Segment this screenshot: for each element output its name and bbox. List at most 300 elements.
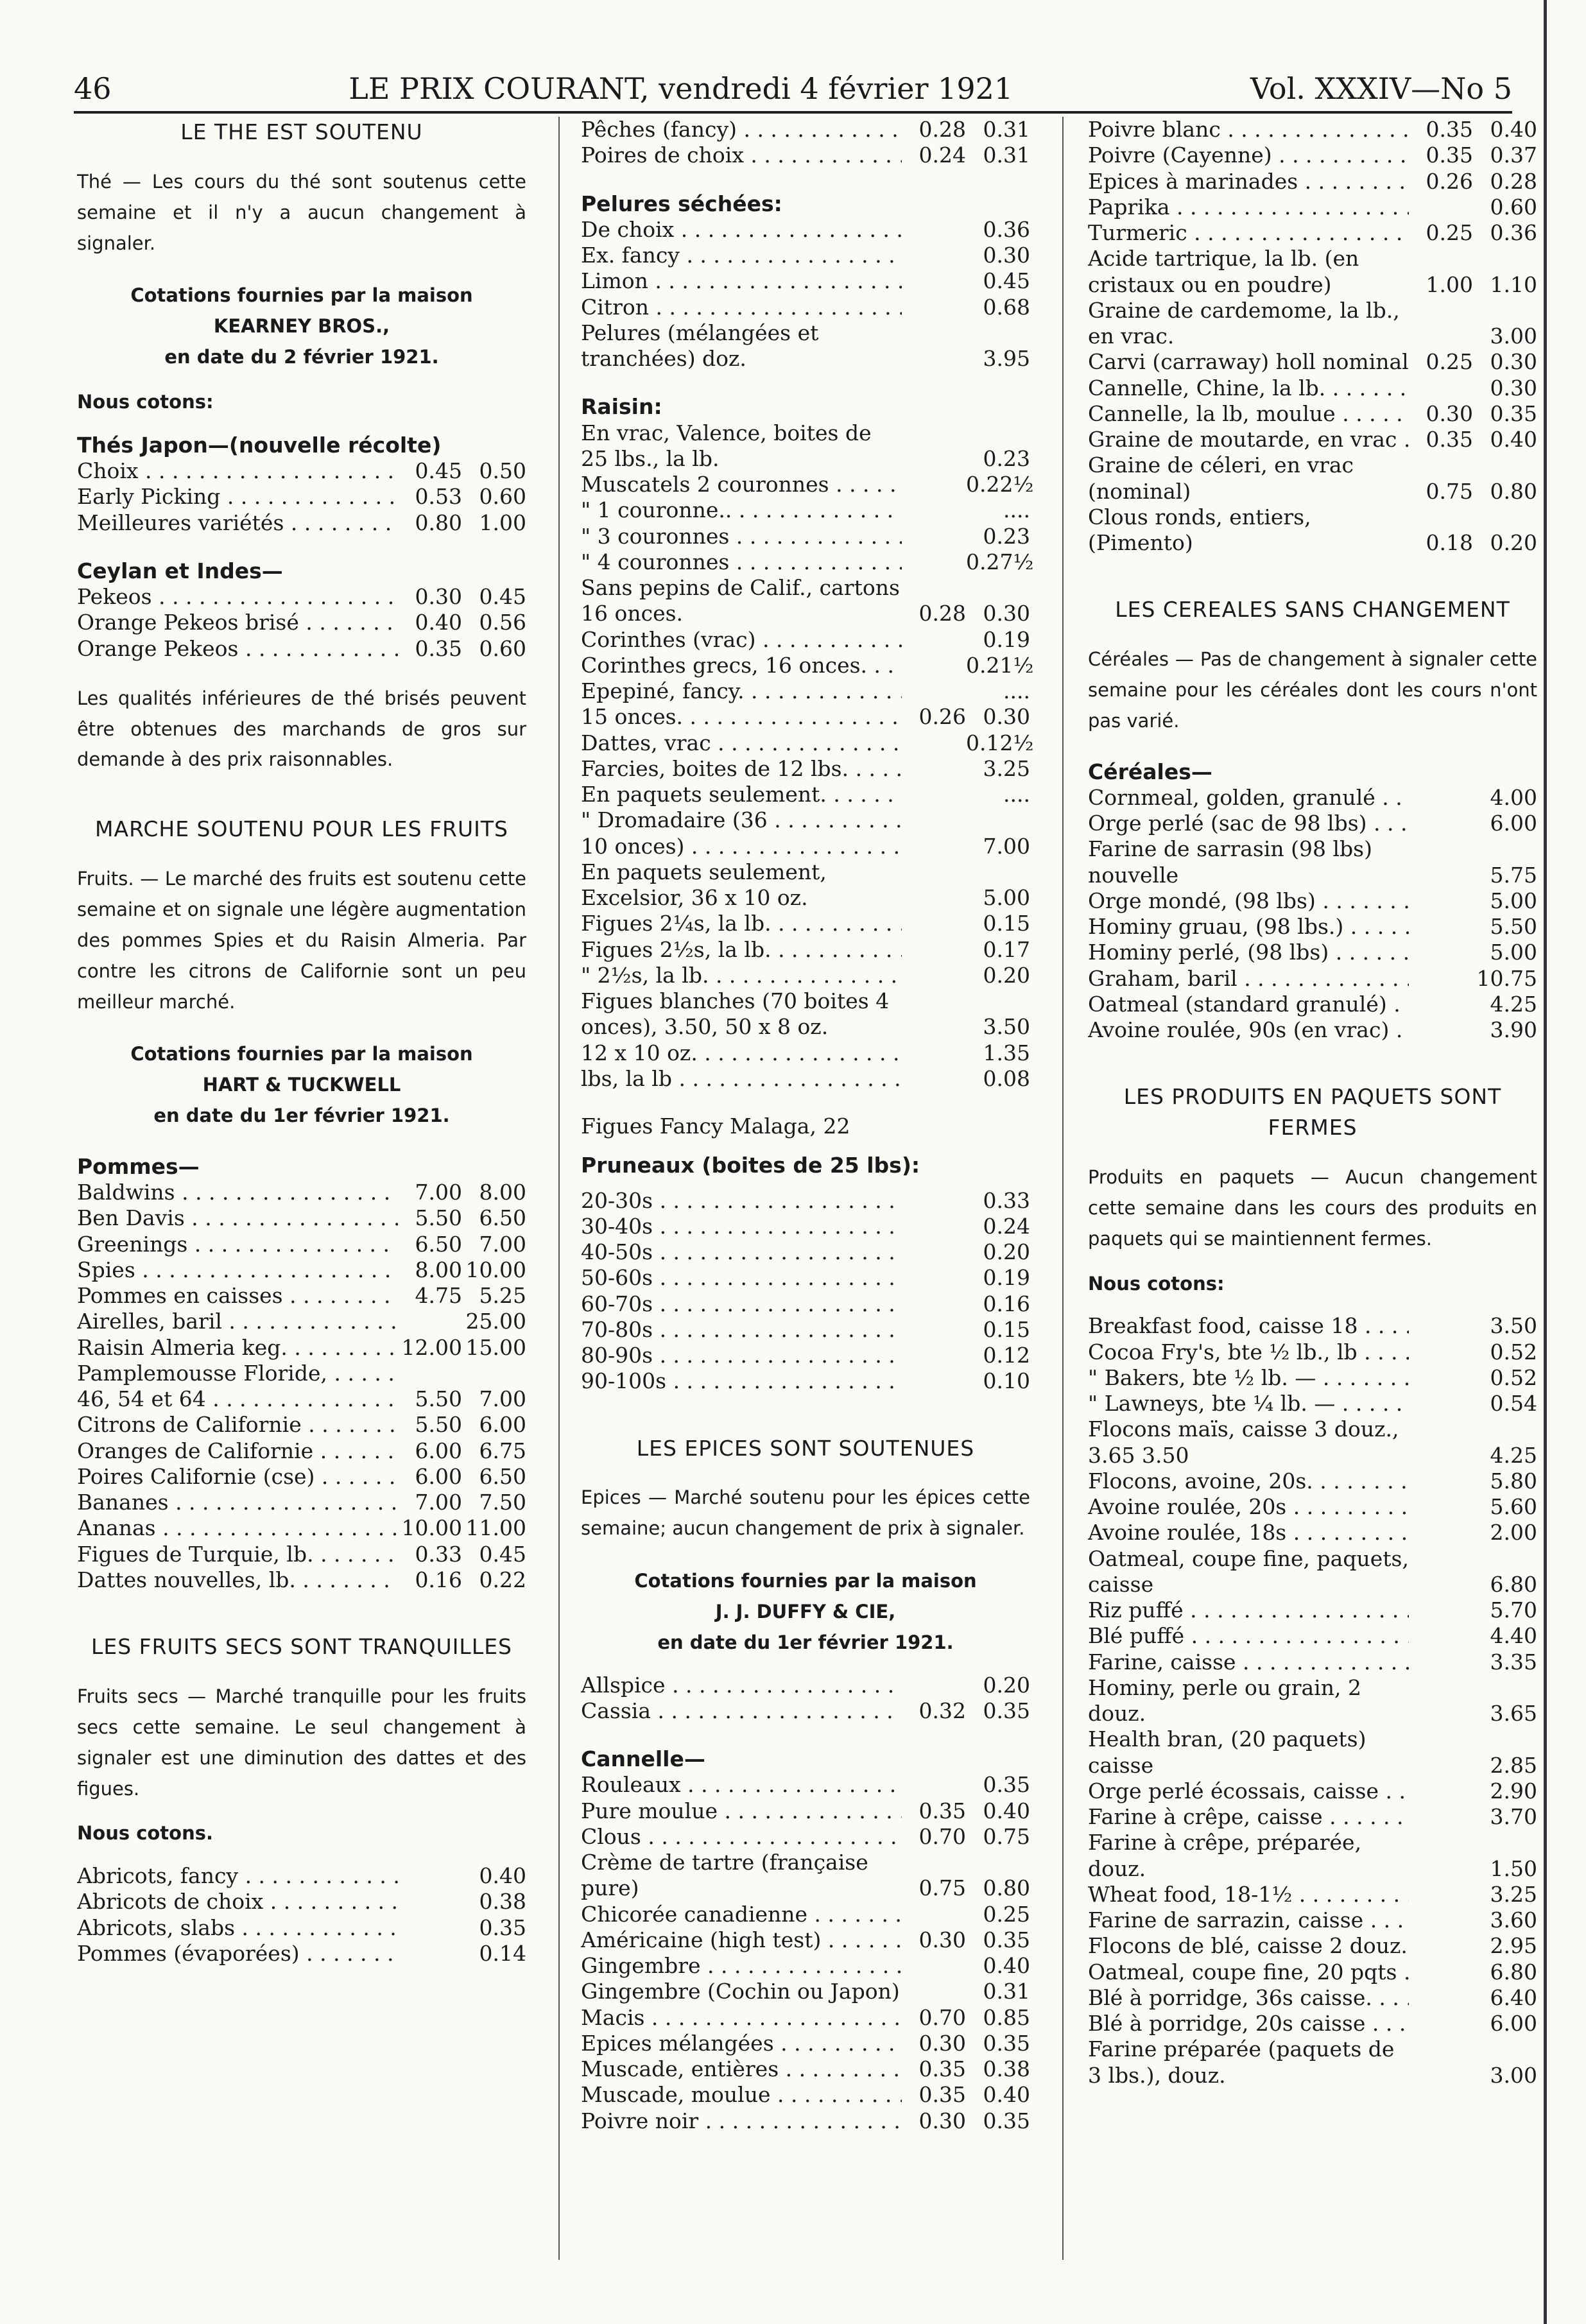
price-row-label: Figues 2¼s, la lb. . . . xyxy=(581,911,902,936)
price-row-label: 15 onces. . . . xyxy=(581,704,902,730)
price-row-high: 0.30 xyxy=(983,601,1030,626)
column-rule-1 xyxy=(558,117,560,2260)
price-row-high: 6.00 xyxy=(1490,2011,1537,2036)
price-row-high: .... xyxy=(1003,678,1030,703)
price-row-label: Blé puffé . . . xyxy=(1088,1623,1409,1649)
price-row xyxy=(77,1283,526,1309)
spices-intro: Epices — Marché soutenu pour les épices cette semaine; aucun changement de prix à signaler. xyxy=(581,1486,1030,1540)
price-row xyxy=(77,1335,526,1361)
price-row-low: 0.35 xyxy=(918,1798,966,1823)
price-row xyxy=(1088,401,1537,427)
price-row xyxy=(581,782,1030,807)
price-row-high: 0.52 xyxy=(1490,1339,1537,1364)
price-row-label: Cannelle, Chine, la lb. . . . xyxy=(1088,375,1409,401)
price-row-low: 7.00 xyxy=(415,1490,462,1515)
price-row xyxy=(581,1979,1030,2004)
price-row-high: 0.33 xyxy=(983,1187,1030,1213)
fruits-source xyxy=(77,1039,526,1132)
price-row-high: 0.37 xyxy=(1490,142,1537,168)
price-row-label: En paquets seulement. . . . xyxy=(581,782,902,807)
price-row-label: Macis . . . xyxy=(581,2005,902,2031)
price-row-label: Farine à crêpe, préparée, douz. xyxy=(1088,1830,1362,1881)
price-row-label: Muscatels 2 couronnes . . . xyxy=(581,472,902,497)
price-row xyxy=(581,1824,1030,1850)
price-row-high: 0.22 xyxy=(479,1567,526,1592)
price-row-label: Carvi (carraway) holl nominal . . . xyxy=(1088,349,1409,375)
price-row-label: Riz puffé . . . xyxy=(1088,1597,1409,1623)
price-row-high: 5.00 xyxy=(983,885,1030,910)
price-row xyxy=(77,1464,526,1490)
price-row-label: Chicorée canadienne . . . xyxy=(581,1902,902,1927)
price-row xyxy=(581,2056,1030,2082)
tea-ceylan-title: Ceylan et Indes— xyxy=(77,558,283,583)
price-row-label: Crème de tartre (française pure) xyxy=(581,1850,868,1901)
price-row-label: Graine de céleri, en vrac (nominal) xyxy=(1088,452,1354,504)
price-row-label: Avoine roulée, 18s . . . xyxy=(1088,1520,1409,1545)
price-row xyxy=(1088,1339,1537,1365)
price-row-high: 3.00 xyxy=(1490,2062,1537,2088)
malaga-line: Figues Fancy Malaga, 22 xyxy=(581,1114,850,1139)
price-row-high: 0.85 xyxy=(983,2004,1030,2030)
price-row-label: Pelures (mélangées et tranchées) doz. xyxy=(581,320,819,371)
tea-source-line-1: Cotations fournies par la maison xyxy=(130,284,473,307)
price-row xyxy=(1088,1365,1537,1391)
price-row-label: Cocoa Fry's, bte ½ lb., lb . . . xyxy=(1088,1339,1409,1365)
spices-source-line-2: J. J. DUFFY & CIE, xyxy=(715,1600,896,1622)
page-number: 46 xyxy=(74,71,112,106)
price-row-high: 7.00 xyxy=(479,1386,526,1412)
price-row-high: 3.35 xyxy=(1490,1649,1537,1674)
price-row-low: 5.50 xyxy=(415,1205,462,1231)
price-row-low: 5.50 xyxy=(415,1386,462,1412)
price-row xyxy=(1088,1546,1537,1598)
price-row-high: 0.45 xyxy=(983,268,1030,294)
price-row xyxy=(581,1040,1030,1066)
price-row-label: Oatmeal, coupe fine, 20 pqts . . . xyxy=(1088,1959,1409,1985)
tea-japan-list xyxy=(77,458,526,536)
price-row xyxy=(1088,298,1537,350)
price-row xyxy=(1088,1520,1537,1545)
price-row-label: Flocons de blé, caisse 2 douz. . . . xyxy=(1088,1933,1409,1959)
price-row xyxy=(581,420,1030,472)
price-row xyxy=(77,1386,526,1412)
price-row-label: 20-30s . . . xyxy=(581,1188,902,1214)
price-row-label: Citrons de Californie . . . xyxy=(77,1412,398,1438)
price-row-label: Hominy perlé, (98 lbs) . . . xyxy=(1088,940,1409,965)
price-row xyxy=(581,988,1030,1040)
price-row-low: 0.80 xyxy=(415,510,462,535)
price-row-high: 0.35 xyxy=(1490,400,1537,426)
price-row xyxy=(77,1309,526,1334)
price-row xyxy=(77,510,526,536)
price-row-high: 0.38 xyxy=(479,1889,526,1915)
price-row-high: 5.70 xyxy=(1490,1597,1537,1623)
price-row-high: 0.40 xyxy=(983,1953,1030,1979)
price-row xyxy=(77,636,526,662)
price-row-high: 0.60 xyxy=(479,635,526,661)
price-row-label: Ben Davis . . . xyxy=(77,1205,398,1231)
price-row-label: Early Picking . . . xyxy=(77,484,398,510)
price-row xyxy=(581,911,1030,936)
cannelle-title: Cannelle— xyxy=(581,1746,705,1772)
tea-intro: Thé — Les cours du thé sont soutenus cette semaine et il n'y a aucun changement à signaler. xyxy=(77,170,526,254)
price-row-label: 30-40s . . . xyxy=(581,1214,902,1239)
price-row xyxy=(581,1291,1030,1317)
price-row-label: Paprika . . . xyxy=(1088,194,1409,220)
price-row xyxy=(1088,375,1537,401)
price-row xyxy=(581,1343,1030,1368)
price-row-high: 0.08 xyxy=(983,1065,1030,1091)
price-row xyxy=(581,1798,1030,1824)
price-row xyxy=(1088,1907,1537,1933)
price-row xyxy=(1088,785,1537,811)
price-row-low: 0.28 xyxy=(918,601,966,626)
price-row-label: Farine préparée (paquets de 3 lbs.), douz. xyxy=(1088,2036,1395,2088)
price-row-label: Avoine roulée, 20s . . . xyxy=(1088,1494,1409,1520)
price-row-low: 0.26 xyxy=(918,704,966,730)
spices-heading: LES EPICES SONT SOUTENUES xyxy=(636,1435,975,1461)
price-row-label: Cornmeal, golden, granulé . . . xyxy=(1088,785,1409,811)
price-row-high: 2.00 xyxy=(1490,1520,1537,1545)
price-row-label: lbs, la lb . . . xyxy=(581,1066,902,1092)
price-row-label: Raisin Almeria keg. . . . xyxy=(77,1335,398,1361)
price-row-high: 0.40 xyxy=(479,1863,526,1889)
price-row xyxy=(1088,1649,1537,1675)
price-row-label: Avoine roulée, 90s (en vrac) . . . xyxy=(1088,1017,1409,1043)
price-row xyxy=(1088,1959,1537,1985)
price-row-low: 0.35 xyxy=(415,635,462,661)
price-row-high: 0.60 xyxy=(479,484,526,510)
price-row-high: 0.35 xyxy=(983,1698,1030,1723)
packaged-list xyxy=(1088,1313,1537,2088)
price-row xyxy=(1088,142,1537,168)
price-row xyxy=(77,1567,526,1593)
price-row-high: 3.00 xyxy=(1490,323,1537,349)
price-row xyxy=(581,575,1030,627)
price-row-label: Blé à porridge, 20s caisse . . . xyxy=(1088,2011,1409,2036)
price-row xyxy=(77,1542,526,1567)
price-row-high: 0.24 xyxy=(983,1213,1030,1239)
price-row-high: 0.15 xyxy=(983,911,1030,936)
raisin-title: Raisin: xyxy=(581,394,662,420)
peel-title: Pelures séchées: xyxy=(581,191,782,216)
price-row-label: Pure moulue . . . xyxy=(581,1798,902,1824)
price-row xyxy=(1088,427,1537,452)
price-row-low: 0.35 xyxy=(1426,117,1473,142)
price-row-low: 0.30 xyxy=(918,2030,966,2056)
price-row-high: 3.25 xyxy=(1490,1881,1537,1907)
price-row xyxy=(1088,1933,1537,1959)
column-3 xyxy=(1088,117,1537,2088)
fruits-group-title: Pommes— xyxy=(77,1153,200,1179)
price-row-high: 2.90 xyxy=(1490,1778,1537,1803)
price-row-label: Oatmeal (standard granulé) . . . xyxy=(1088,992,1409,1017)
price-row xyxy=(1088,836,1537,888)
price-row xyxy=(77,1490,526,1515)
spices-source-line-3: en date du 1er février 1921. xyxy=(657,1631,954,1653)
price-row xyxy=(77,1257,526,1283)
price-row-high: 3.25 xyxy=(983,755,1030,781)
price-row-high: 0.30 xyxy=(1490,349,1537,375)
price-row-high: 0.31 xyxy=(983,117,1030,142)
price-row xyxy=(77,610,526,635)
price-row xyxy=(581,756,1030,782)
publication-title: LE PRIX COURANT, vendredi 4 février 1921 xyxy=(349,71,1013,106)
price-row-high: 0.68 xyxy=(983,294,1030,320)
price-row xyxy=(581,1265,1030,1291)
price-row-high: 0.20 xyxy=(983,1239,1030,1264)
price-row-label: 40-50s . . . xyxy=(581,1239,902,1265)
cereals-list xyxy=(1088,785,1537,1044)
spices-source-line-1: Cotations fournies par la maison xyxy=(634,1570,977,1592)
price-row xyxy=(77,1232,526,1257)
spices-list-2 xyxy=(581,1772,1030,2134)
price-row-label: 90-100s . . . xyxy=(581,1368,902,1394)
price-row-low: 0.35 xyxy=(1426,142,1473,168)
price-row-low: 0.25 xyxy=(1426,220,1473,245)
price-row-label: 60-70s . . . xyxy=(581,1291,902,1317)
price-row xyxy=(581,1953,1030,1979)
price-row-high: 0.15 xyxy=(983,1316,1030,1342)
price-row xyxy=(1088,1623,1537,1649)
price-row-high: 0.21½ xyxy=(966,652,1034,678)
price-row-high: 1.35 xyxy=(983,1040,1030,1065)
price-row-label: 10 onces) . . . xyxy=(581,834,902,859)
price-row xyxy=(581,295,1030,320)
price-row-high: 11.00 xyxy=(465,1515,526,1541)
price-row-high: 0.35 xyxy=(983,1772,1030,1798)
price-row-high: 1.50 xyxy=(1490,1855,1537,1881)
price-row xyxy=(77,1863,526,1889)
price-row-label: Bananes . . . xyxy=(77,1490,398,1515)
tea-nous-cotons: Nous cotons: xyxy=(77,390,214,413)
tea-note: Les qualités inférieures de thé brisés peuvent être obtenues des marchands de gros sur demande à des prix raisonnables. xyxy=(77,687,526,771)
price-row xyxy=(77,484,526,510)
price-row-low: 5.50 xyxy=(415,1412,462,1438)
price-row xyxy=(581,1927,1030,1953)
price-row-label: Hominy gruau, (98 lbs.) . . . xyxy=(1088,914,1409,940)
price-row xyxy=(581,2082,1030,2108)
price-row-label: " Lawneys, bte ¼ lb. — . . . xyxy=(1088,1391,1409,1416)
price-row-high: 0.52 xyxy=(1490,1364,1537,1390)
price-row xyxy=(581,652,1034,678)
price-row-high: 15.00 xyxy=(465,1334,526,1360)
price-row xyxy=(1088,117,1537,142)
price-row-high: 8.00 xyxy=(479,1180,526,1205)
price-row-label: Pekeos . . . xyxy=(77,584,398,610)
page-edge-rule xyxy=(1544,0,1547,2324)
price-row-low: 6.50 xyxy=(415,1231,462,1257)
spices-list-1 xyxy=(581,1673,1030,1725)
price-row-label: Muscade, moulue . . . xyxy=(581,2082,902,2108)
price-row-label: Orange Pekeos . . . xyxy=(77,636,398,662)
price-row-label: Poires Californie (cse) . . . xyxy=(77,1464,398,1490)
price-row-label: Pommes en caisses . . . xyxy=(77,1283,398,1309)
price-row-high: 3.70 xyxy=(1490,1804,1537,1830)
price-row-high: 5.75 xyxy=(1490,862,1537,888)
price-row-high: 6.80 xyxy=(1490,1959,1537,1984)
price-row-high: 0.45 xyxy=(479,584,526,609)
price-row-label: Dattes, vrac . . . xyxy=(581,730,902,756)
price-row xyxy=(1088,246,1537,298)
price-row xyxy=(581,472,1034,497)
price-row-high: 0.40 xyxy=(983,1798,1030,1823)
price-row-low: 0.28 xyxy=(918,117,966,142)
price-row-high: 0.35 xyxy=(983,2108,1030,2133)
price-row-label: Pêches (fancy) . . . xyxy=(581,117,902,142)
fruits-list xyxy=(77,1180,526,1593)
price-row-label: 80-90s . . . xyxy=(581,1343,902,1368)
price-row-high: 0.60 xyxy=(1490,194,1537,219)
price-row-label: Pamplemousse Floride, . . . xyxy=(77,1361,398,1386)
packaged-nous-cotons: Nous cotons: xyxy=(1088,1272,1225,1295)
price-row-low: 0.30 xyxy=(1426,400,1473,426)
price-row-high: 0.31 xyxy=(983,1979,1030,2004)
price-row-low: 0.25 xyxy=(1426,349,1473,375)
price-row xyxy=(77,1205,526,1231)
price-row xyxy=(581,320,1030,372)
price-row xyxy=(1088,1985,1537,2011)
price-row xyxy=(581,678,1030,704)
price-row-high: 0.36 xyxy=(1490,220,1537,245)
price-row-high: 0.40 xyxy=(1490,427,1537,452)
price-row-high: 0.20 xyxy=(1490,530,1537,555)
price-row-label: Health bran, (20 paquets) caisse xyxy=(1088,1726,1366,1778)
price-row-high: 0.16 xyxy=(983,1291,1030,1316)
price-row-label: De choix . . . xyxy=(581,217,902,243)
price-row xyxy=(581,1698,1030,1724)
price-row-label: " 2½s, la lb. . . . xyxy=(581,963,902,988)
price-row xyxy=(1088,1494,1537,1520)
price-row xyxy=(581,549,1034,575)
price-row-label: Flocons, avoine, 20s. . . . xyxy=(1088,1468,1409,1494)
price-row-high: 0.22½ xyxy=(966,472,1034,497)
price-row xyxy=(1088,1017,1537,1043)
price-row-label: " 3 couronnes . . . xyxy=(581,524,902,549)
price-row-high: 0.17 xyxy=(983,936,1030,962)
tea-source-line-3: en date du 2 février 1921. xyxy=(164,346,439,368)
price-row-low: 0.30 xyxy=(918,2108,966,2133)
tea-source xyxy=(77,280,526,373)
price-row-low: 0.30 xyxy=(918,1927,966,1952)
price-row-high: 6.40 xyxy=(1490,1984,1537,2010)
price-row-high: 0.36 xyxy=(983,216,1030,242)
raisin-list xyxy=(581,420,1034,1092)
price-row-high: 0.80 xyxy=(1490,478,1537,504)
price-row-label: Orange Pekeos brisé . . . xyxy=(77,610,398,635)
price-row-low: 0.35 xyxy=(918,2056,966,2082)
price-row-high: 5.60 xyxy=(1490,1494,1537,1520)
column-1 xyxy=(77,117,526,1967)
price-row-label: Poivre (Cayenne) . . . xyxy=(1088,142,1409,168)
price-row xyxy=(1088,1882,1537,1907)
price-row-high: 0.10 xyxy=(983,1368,1030,1394)
price-row xyxy=(77,1361,526,1386)
tea-heading: LE THE EST SOUTENU xyxy=(180,119,423,144)
price-row xyxy=(1088,349,1537,375)
price-row-label: 70-80s . . . xyxy=(581,1317,902,1343)
fruits-source-line-2: HART & TUCKWELL xyxy=(202,1074,401,1096)
price-row-high: 0.50 xyxy=(479,458,526,483)
price-row xyxy=(1088,2011,1537,2036)
price-row xyxy=(1088,992,1537,1017)
cereals-heading: LES CEREALES SANS CHANGEMENT xyxy=(1115,597,1510,623)
price-row xyxy=(581,1368,1030,1394)
price-row-label: En vrac, Valence, boites de 25 lbs., la lb. xyxy=(581,420,872,471)
price-row-label: Graine de moutarde, en vrac . . . xyxy=(1088,427,1409,452)
price-row-label: Epices à marinades . . . xyxy=(1088,169,1409,194)
price-row-high: 0.19 xyxy=(983,1265,1030,1291)
price-row-label: Ananas . . . xyxy=(77,1515,398,1541)
price-row-low: 10.00 xyxy=(401,1515,462,1541)
price-row xyxy=(581,1850,1030,1902)
price-row xyxy=(581,117,1030,142)
pruneaux-list xyxy=(581,1188,1030,1395)
price-row-label: Meilleures variétés . . . xyxy=(77,510,398,536)
price-row-high: 0.31 xyxy=(983,142,1030,168)
price-row-label: Poivre noir . . . xyxy=(581,2108,902,2134)
price-row-label: Clous ronds, entiers, (Pimento) xyxy=(1088,504,1311,555)
price-row-label: Epices mélangées . . . xyxy=(581,2031,902,2056)
price-row-high: 0.12½ xyxy=(966,730,1034,755)
price-row xyxy=(77,1412,526,1438)
price-row xyxy=(581,268,1030,294)
price-row-low: 0.16 xyxy=(415,1567,462,1592)
peel-list xyxy=(581,217,1030,372)
price-row-label: Figues de Turquie, lb. . . . xyxy=(77,1542,398,1567)
dried-fruits-heading: LES FRUITS SECS SONT TRANQUILLES xyxy=(91,1634,513,1660)
price-row-high: 7.00 xyxy=(479,1231,526,1257)
price-row-high: 5.80 xyxy=(1490,1468,1537,1493)
price-row-high: 0.40 xyxy=(1490,117,1537,142)
price-row-label: Airelles, baril . . . xyxy=(77,1309,398,1334)
price-row xyxy=(581,627,1030,653)
price-row-low: 0.40 xyxy=(415,610,462,635)
price-row-high: 3.50 xyxy=(983,1014,1030,1040)
price-row-label: Greenings . . . xyxy=(77,1232,398,1257)
spices-source xyxy=(581,1566,1030,1658)
price-row-low: 1.00 xyxy=(1426,271,1473,297)
price-row xyxy=(77,1941,526,1967)
price-row-low: 0.32 xyxy=(918,1698,966,1723)
price-row xyxy=(1088,940,1537,965)
price-row xyxy=(1088,1726,1537,1778)
price-row-label: Oranges de Californie . . . xyxy=(77,1438,398,1464)
price-row-high: 0.45 xyxy=(479,1541,526,1567)
price-row-low: 0.26 xyxy=(1426,168,1473,194)
price-row xyxy=(1088,966,1537,992)
price-row-label: " Dromadaire (36 . . . xyxy=(581,807,902,833)
price-row-low: 0.70 xyxy=(918,1823,966,1849)
price-row xyxy=(581,142,1030,168)
price-row xyxy=(1088,914,1537,940)
price-row xyxy=(581,704,1030,730)
price-row-high: 5.50 xyxy=(1490,914,1537,940)
price-row-low: 6.00 xyxy=(415,1438,462,1463)
price-row xyxy=(1088,1391,1537,1416)
price-row-high: 7.00 xyxy=(983,833,1030,859)
price-row-high: 0.54 xyxy=(1490,1391,1537,1416)
price-row-high: 0.38 xyxy=(983,2056,1030,2082)
price-row xyxy=(581,1214,1030,1239)
price-row xyxy=(581,730,1034,756)
price-row xyxy=(581,1066,1030,1092)
price-row-label: Figues 2½s, la lb. . . . xyxy=(581,937,902,963)
price-row-label: Gingembre . . . xyxy=(581,1953,902,1979)
column-2 xyxy=(581,117,1034,2134)
price-row-high: 0.25 xyxy=(983,1901,1030,1927)
price-row-label: Orge mondé, (98 lbs) . . . xyxy=(1088,888,1409,914)
